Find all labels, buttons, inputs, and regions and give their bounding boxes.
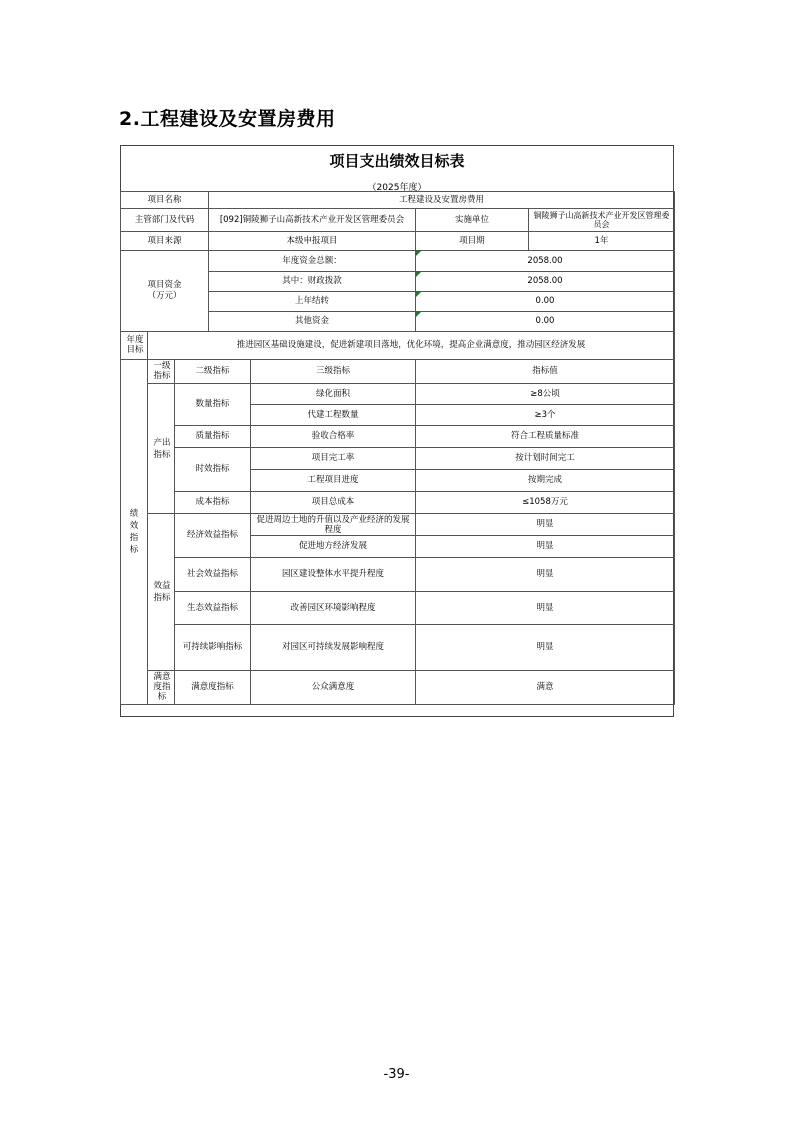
impl-cell <box>416 209 675 232</box>
performance-table <box>120 191 675 705</box>
funds-other-label: 其他资金 <box>209 312 416 332</box>
indicator-name: 项目完工率 <box>251 448 416 470</box>
indicator-name: 对园区可持续发展影响程度 <box>251 625 416 671</box>
section-heading: 2.工程建设及安置房费用 <box>119 108 336 130</box>
economic-label: 经济效益指标 <box>175 514 251 558</box>
table-row <box>121 251 675 272</box>
table-row <box>121 332 675 360</box>
table-row <box>121 592 675 625</box>
indicator-name: 改善园区环境影响程度 <box>251 592 416 625</box>
impl-label: 实施单位 <box>416 209 529 231</box>
indicator-name: 工程项目进度 <box>251 470 416 492</box>
funds-fiscal-label: 其中：财政拨款 <box>209 272 416 292</box>
table-row <box>121 209 675 232</box>
funds-total-label: 年度资金总额： <box>209 251 416 272</box>
indicator-name: 促进周边土地的升值以及产业经济的发展程度 <box>251 514 416 536</box>
header-level3: 三级指标 <box>251 360 416 384</box>
indicator-value: 满意 <box>416 671 675 705</box>
satisfaction-group-label: 满意度指标 <box>148 671 175 705</box>
indicator-value: ≥3个 <box>416 405 675 426</box>
indicator-value: ≥8公顷 <box>416 384 675 405</box>
indicator-name: 园区建设整体水平提升程度 <box>251 558 416 592</box>
indicator-name: 促进地方经济发展 <box>251 536 416 558</box>
table-row <box>121 492 675 514</box>
indicator-name: 公众满意度 <box>251 671 416 705</box>
impl-value: 铜陵狮子山高新技术产业开发区管理委员会 <box>533 211 670 229</box>
header-value: 指标值 <box>416 360 675 384</box>
table-row <box>121 360 675 384</box>
funds-carryover-label: 上年结转 <box>209 292 416 312</box>
goal-value: 推进园区基础设施建设，促进新建项目落地，优化环境，提高企业满意度，推动园区经济发展 <box>148 332 675 360</box>
source-value: 本级申报项目 <box>209 232 416 251</box>
table-title: 项目支出绩效目标表 <box>329 152 465 170</box>
indicator-value: 明显 <box>416 536 675 558</box>
cost-label: 成本指标 <box>175 492 251 514</box>
funds-total-value: 2058.00 <box>416 251 675 272</box>
period-cell <box>416 232 675 251</box>
table-row <box>121 671 675 705</box>
indicator-value: 明显 <box>416 514 675 536</box>
ecological-label: 生态效益指标 <box>175 592 251 625</box>
funds-other-value: 0.00 <box>416 312 675 332</box>
table-row <box>121 232 675 251</box>
goal-label: 年度目标 <box>121 332 148 360</box>
table-row <box>121 426 675 448</box>
funds-fiscal-value: 2058.00 <box>416 272 675 292</box>
quantity-label: 数量指标 <box>175 384 251 426</box>
benefit-label: 效益指标 <box>148 514 175 671</box>
sustainable-label: 可持续影响指标 <box>175 625 251 671</box>
indicator-name: 绿化面积 <box>251 384 416 405</box>
indicator-value: 符合工程质量标准 <box>416 426 675 448</box>
table-row <box>121 558 675 592</box>
indicator-name: 代建工程数量 <box>251 405 416 426</box>
output-label: 产出指标 <box>148 384 175 514</box>
dept-value: [092]铜陵狮子山高新技术产业开发区管理委员会 <box>209 209 416 232</box>
page-number: -39- <box>383 1067 410 1082</box>
source-label: 项目来源 <box>121 232 209 251</box>
project-name-label: 项目名称 <box>121 192 209 209</box>
indicator-name: 验收合格率 <box>251 426 416 448</box>
social-label: 社会效益指标 <box>175 558 251 592</box>
indicators-group-label: 绩效指标 <box>121 360 148 705</box>
quality-label: 质量指标 <box>175 426 251 448</box>
indicator-value: 明显 <box>416 558 675 592</box>
table-year: （2025年度） <box>367 183 427 193</box>
indicator-value: ≤1058万元 <box>416 492 675 514</box>
header-level1: 一级指标 <box>148 360 175 384</box>
funds-label: 项目资金（万元） <box>121 251 209 332</box>
timeliness-label: 时效指标 <box>175 448 251 492</box>
satisfaction-label: 满意度指标 <box>175 671 251 705</box>
dept-label: 主管部门及代码 <box>121 209 209 232</box>
table-row <box>121 384 675 405</box>
funds-carryover-value: 0.00 <box>416 292 675 312</box>
table-row <box>121 625 675 671</box>
indicator-value: 按计划时间完工 <box>416 448 675 470</box>
header-level2: 二级指标 <box>175 360 251 384</box>
indicator-name: 项目总成本 <box>251 492 416 514</box>
period-value: 1年 <box>594 235 609 246</box>
indicator-value: 明显 <box>416 625 675 671</box>
period-label: 项目期 <box>416 232 529 250</box>
indicator-value: 按期完成 <box>416 470 675 492</box>
table-row <box>121 448 675 470</box>
project-name-value: 工程建设及安置房费用 <box>209 192 675 209</box>
table-row <box>121 192 675 209</box>
table-row <box>121 514 675 536</box>
indicator-value: 明显 <box>416 592 675 625</box>
